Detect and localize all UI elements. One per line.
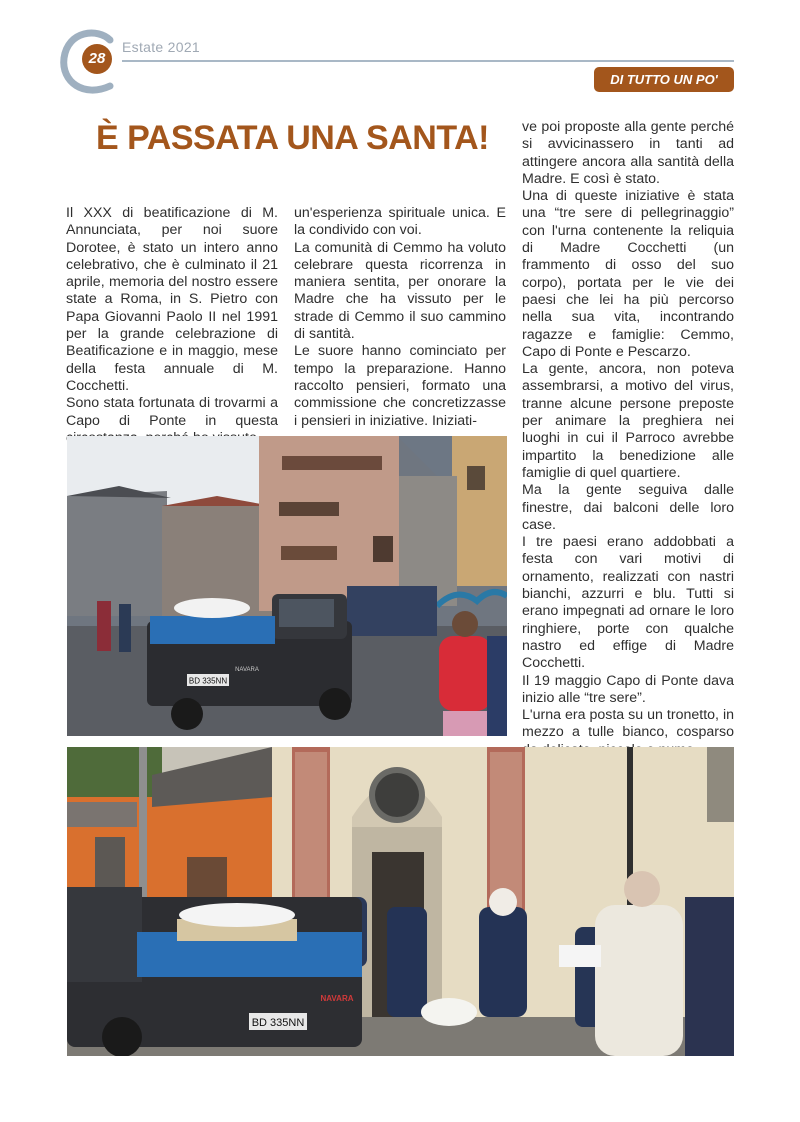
- paragraph: Una di queste iniziative è stata una “tre sere di pellegrinaggio” con l'urna contenente la reliquia di Madre Cocchetti (un frammento di osso del suo corpo), portata per le vie dei paesi che lei ha più percorso nella sua vita, incontrando ragazze e famiglie: Cemmo, Capo di Ponte e Pescarzo.: [522, 188, 734, 360]
- issue-label: Estate 2021: [122, 39, 201, 55]
- paragraph: un'esperienza spirituale unica. E la condivido con voi.: [294, 205, 506, 239]
- text-column-3: [522, 119, 734, 759]
- paragraph: Sono stata fortunata di trovarmi a Capo di Ponte in questa: [66, 395, 278, 429]
- text-column-1: [66, 205, 278, 447]
- photo-church-blessing: [67, 747, 734, 1056]
- photo2-brand: NAVARA: [320, 994, 354, 1003]
- paragraph: La comunità di Cemmo ha voluto celebrare questa ricorrenza in maniera sentita, per onorare la Madre che ha vissuto per le strade di Cemmo il suo cammino di santità.: [294, 239, 506, 343]
- text-column-2: [294, 205, 506, 430]
- paragraph: I tre paesi erano addobbati a festa con vari motivi di ornamento, realizzati con nastri bianchi, azzurri e blu. Tutti si erano impegnati ad ornare le loro ringhiere, porte con qualche nastro ed effige di Madre Cocchetti.: [522, 534, 734, 672]
- paragraph: L'urna era posta su un tronetto, in mezzo a tulle bianco, cosparso: [522, 707, 734, 741]
- photo1-brand: NAVARA: [235, 667, 259, 673]
- page-number-badge: 28: [82, 44, 112, 74]
- photo1-plate: BD 335NN: [188, 676, 228, 686]
- paragraph: Il XXX di beatificazione di M. Annunciata, per noi suore Dorotee, è stato un intero anno celebrativo, che è culminato il 21 aprile, memoria del nostro essere state a Roma, in S. Pietro con Papa Giovanni Paolo II nel 1991 per la grande celebrazione di Beatificazione e in maggio, mese della festa annuale di M. Cocchetti.: [66, 205, 278, 394]
- photo2-plate: BD 335NN: [251, 1017, 305, 1029]
- paragraph: ve poi proposte alla gente perché si avvicinassero in tanti ad attingere ancora alla santità della Madre. E così è stato.: [522, 119, 734, 187]
- paragraph: Il 19 maggio Capo di Ponte dava inizio alle “tre sere”.: [522, 672, 734, 706]
- section-tag: DI TUTTO UN PO': [594, 67, 734, 92]
- header-divider: [122, 60, 734, 62]
- paragraph: Le suore hanno cominciato per tempo la preparazione. Hanno raccolto pensieri, formato una commissione che concretizzasse i pensieri in iniziative. Iniziati-: [294, 343, 506, 429]
- photo-street-procession: [67, 436, 507, 736]
- paragraph: La gente, ancora, non poteva assembrarsi, a motivo del virus, tranne alcune persone preposte per animare la preghiera nei luoghi in cui il Parroco avrebbe impartito la benedizione alle famiglie di quel quartiere.: [522, 361, 734, 481]
- paragraph: Ma la gente seguiva dalle finestre, dai balconi delle loro case.: [522, 482, 734, 533]
- article-title: È PASSATA UNA SANTA!: [96, 119, 489, 157]
